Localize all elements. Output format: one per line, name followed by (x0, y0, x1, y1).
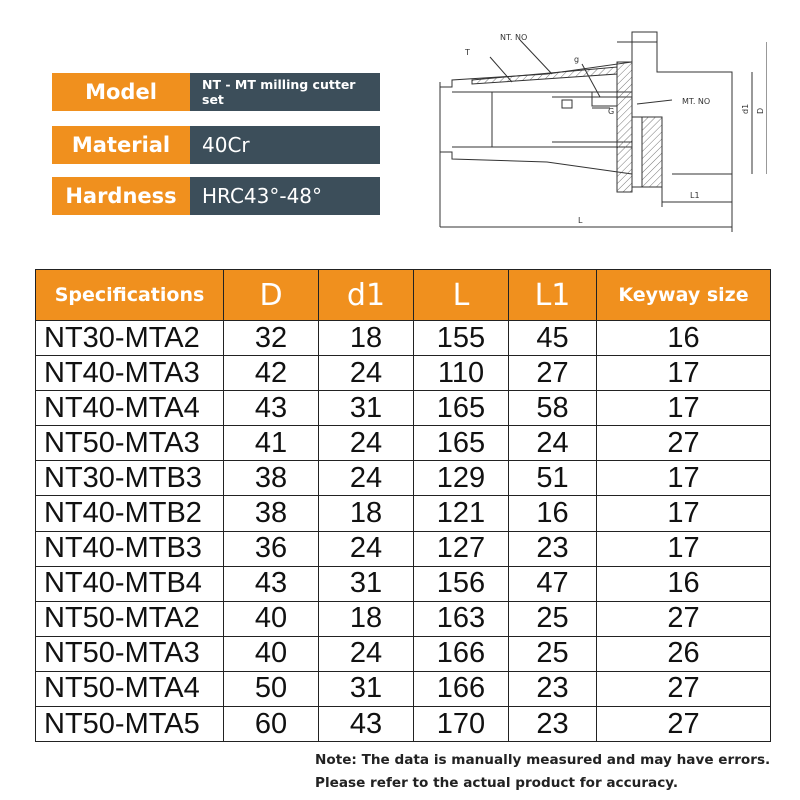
table-row (36, 356, 771, 391)
spec-model-cell: NT40-MTB4 (36, 566, 224, 601)
table-cell: 24 (509, 426, 597, 461)
table-cell: 165 (414, 426, 509, 461)
table-cell: 24 (319, 426, 414, 461)
table-cell: 23 (509, 671, 597, 706)
table-cell: 25 (509, 636, 597, 671)
table-cell: 45 (509, 321, 597, 356)
spec-model-cell: NT50-MTA5 (36, 707, 224, 742)
table-row (36, 636, 771, 671)
diagram-label-nt-no-top: NT. NO (500, 33, 528, 42)
table-cell: 155 (414, 321, 509, 356)
header-L1: L1 (509, 270, 597, 321)
table-cell: 40 (224, 636, 319, 671)
table-cell: 32 (224, 321, 319, 356)
table-cell: 43 (319, 707, 414, 742)
header-specifications: Specifications (36, 270, 224, 321)
table-row (36, 531, 771, 566)
table-cell: 58 (509, 391, 597, 426)
table-header-row (36, 270, 771, 321)
spec-model-cell: NT40-MTB2 (36, 496, 224, 531)
table-cell: 43 (224, 391, 319, 426)
diagram-label-mt-no: MT. NO (682, 97, 711, 106)
table-cell: 47 (509, 566, 597, 601)
table-cell: 24 (319, 461, 414, 496)
table-cell: 16 (597, 566, 771, 601)
table-cell: 31 (319, 391, 414, 426)
diagram-label-L: L (578, 216, 583, 225)
table-cell: 43 (224, 566, 319, 601)
table-cell: 27 (597, 707, 771, 742)
table-row (36, 391, 771, 426)
table-cell: 121 (414, 496, 509, 531)
table-cell: 129 (414, 461, 509, 496)
table-cell: 18 (319, 496, 414, 531)
table-cell: 166 (414, 671, 509, 706)
table-cell: 23 (509, 707, 597, 742)
table-cell: 60 (224, 707, 319, 742)
table-cell: 127 (414, 531, 509, 566)
spec-value-model: NT - MT milling cutter set (190, 73, 380, 111)
table-cell: 38 (224, 496, 319, 531)
diagram-label-d1: d1 (741, 103, 750, 114)
table-cell: 16 (597, 321, 771, 356)
table-row (36, 426, 771, 461)
table-cell: 27 (509, 356, 597, 391)
table-cell: 166 (414, 636, 509, 671)
table-row (36, 321, 771, 356)
spec-label-model: Model (52, 73, 190, 111)
spec-model-cell: NT40-MTA3 (36, 356, 224, 391)
header-D: D (224, 270, 319, 321)
table-cell: 163 (414, 601, 509, 636)
table-cell: 31 (319, 566, 414, 601)
table-cell: 38 (224, 461, 319, 496)
table-row (36, 601, 771, 636)
spec-model-cell: NT40-MTB3 (36, 531, 224, 566)
table-cell: 50 (224, 671, 319, 706)
spec-row-material (52, 126, 380, 164)
table-row (36, 671, 771, 706)
diagram-label-L1: L1 (690, 191, 700, 200)
table-cell: 18 (319, 601, 414, 636)
table-cell: 16 (509, 496, 597, 531)
diagram-label-g-side: G (608, 107, 615, 116)
table-cell: 24 (319, 636, 414, 671)
table-cell: 42 (224, 356, 319, 391)
table-row (36, 496, 771, 531)
table-cell: 27 (597, 671, 771, 706)
table-cell: 17 (597, 391, 771, 426)
table-cell: 26 (597, 636, 771, 671)
table-cell: 18 (319, 321, 414, 356)
spec-value-hardness: HRC43°-48° (190, 177, 380, 215)
table-row (36, 461, 771, 496)
header-L: L (414, 270, 509, 321)
diagram-label-D: D (756, 107, 765, 114)
table-cell: 24 (319, 356, 414, 391)
spec-model-cell: NT30-MTB3 (36, 461, 224, 496)
table-cell: 156 (414, 566, 509, 601)
table-cell: 17 (597, 461, 771, 496)
table-cell: 23 (509, 531, 597, 566)
table-row (36, 707, 771, 742)
spec-model-cell: NT30-MTA2 (36, 321, 224, 356)
table-cell: 40 (224, 601, 319, 636)
header-d1: d1 (319, 270, 414, 321)
spec-model-cell: NT50-MTA4 (36, 671, 224, 706)
diagram-label-g: g (574, 55, 580, 64)
spec-label-hardness: Hardness (52, 177, 190, 215)
spec-label-material: Material (52, 126, 190, 164)
spec-model-cell: NT50-MTA2 (36, 601, 224, 636)
table-cell: 51 (509, 461, 597, 496)
diagram-label-t: T (465, 48, 470, 57)
table-cell: 36 (224, 531, 319, 566)
table-cell: 17 (597, 496, 771, 531)
table-cell: 27 (597, 601, 771, 636)
specifications-table (35, 269, 771, 742)
table-cell: 25 (509, 601, 597, 636)
spec-model-cell: NT50-MTA3 (36, 426, 224, 461)
spec-model-cell: NT50-MTA3 (36, 636, 224, 671)
spec-row-hardness (52, 177, 380, 215)
disclaimer-note: Note: The data is manually measured and may have errors. Please refer to the actual product for accuracy. (315, 752, 771, 791)
table-cell: 31 (319, 671, 414, 706)
tool-holder-diagram (432, 22, 767, 237)
table-cell: 170 (414, 707, 509, 742)
table-cell: 110 (414, 356, 509, 391)
table-cell: 17 (597, 531, 771, 566)
header-keyway-size: Keyway size (597, 270, 771, 321)
table-cell: 165 (414, 391, 509, 426)
table-cell: 27 (597, 426, 771, 461)
spec-row-model (52, 73, 380, 111)
table-cell: 17 (597, 356, 771, 391)
spec-value-material: 40Cr (190, 126, 380, 164)
table-row (36, 566, 771, 601)
table-cell: 41 (224, 426, 319, 461)
spec-model-cell: NT40-MTA4 (36, 391, 224, 426)
table-cell: 24 (319, 531, 414, 566)
